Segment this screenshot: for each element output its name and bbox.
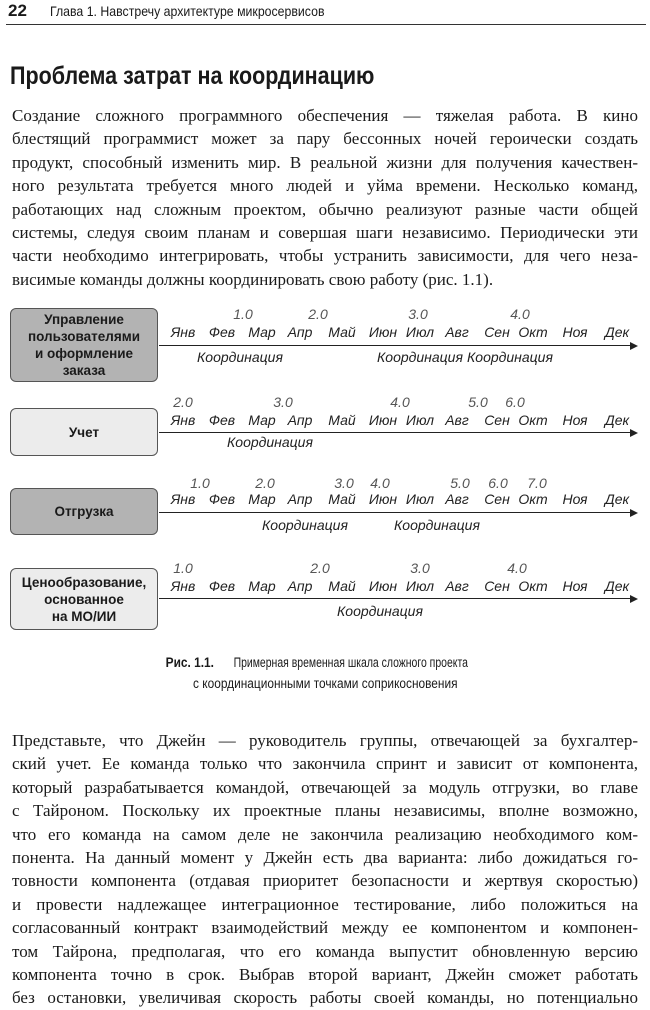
version-label: 5.0 — [468, 394, 488, 410]
month-label: Окт — [518, 412, 548, 428]
month-label: Июл — [405, 324, 435, 340]
month-label: Фев — [208, 324, 236, 340]
month-label: Сен — [484, 412, 510, 428]
month-label: Апр — [287, 491, 313, 507]
team-name-line: Отгрузка — [54, 504, 114, 519]
arrow-head-icon — [630, 429, 638, 437]
version-label: 2.0 — [310, 560, 330, 576]
team-name-line: на МО/ИИ — [51, 608, 117, 624]
coordination-label: Координация — [377, 349, 463, 365]
month-label: Июн — [368, 412, 398, 428]
coordination-label: Координация — [262, 517, 348, 533]
text-line: ский учет. Ее команда только что закончила спринт и зависит от компонента, — [12, 754, 638, 774]
text-line: что его команда на самом деле не закончила реализацию необходимого ком- — [12, 824, 638, 844]
team-name-line: заказа — [62, 363, 106, 378]
version-label: 4.0 — [507, 560, 527, 576]
team-name-line: основанное — [44, 591, 124, 607]
paragraph-2 — [12, 729, 638, 1010]
version-label: 2.0 — [173, 394, 193, 410]
text-line: системы, следуя своим планам и совершая шаги независимо. Периодически эти — [12, 222, 638, 242]
arrow-head-icon — [630, 595, 638, 603]
month-label: Дек — [604, 412, 630, 428]
month-label: Окт — [518, 578, 548, 594]
month-label: Авг — [445, 491, 469, 507]
timeline-axis — [159, 512, 631, 513]
arrow-head-icon — [630, 509, 638, 517]
month-label: Сен — [484, 491, 510, 507]
month-label: Апр — [287, 324, 313, 340]
team-name-line: и оформление — [34, 346, 134, 361]
month-label: Окт — [518, 324, 548, 340]
month-label: Май — [328, 491, 356, 507]
caption-line-2: с координационными точками соприкосновения — [192, 676, 458, 691]
month-label: Янв — [170, 491, 196, 507]
version-label: 7.0 — [527, 475, 547, 491]
version-label: 3.0 — [273, 394, 293, 410]
version-label: 4.0 — [390, 394, 410, 410]
text-line: понента. На данный момент у Джейн есть два варианта: либо дожидаться го- — [12, 847, 638, 867]
caption-label: Рис. 1.1. — [166, 655, 215, 670]
month-label: Май — [328, 578, 356, 594]
month-label: Июл — [405, 412, 435, 428]
month-label: Янв — [170, 412, 196, 428]
coordination-label: Координация — [467, 349, 553, 365]
timeline-axis — [159, 432, 631, 433]
text-line: работающих над сложным проектом, обычно реализуют разные части общей — [12, 199, 638, 219]
paragraph-1 — [12, 104, 638, 291]
version-label: 6.0 — [488, 475, 508, 491]
month-label: Май — [328, 412, 356, 428]
team-name-line: Учет — [68, 424, 100, 440]
coordination-label: Координация — [337, 603, 423, 619]
version-label: 1.0 — [173, 560, 193, 576]
month-label: Ноя — [562, 578, 588, 594]
version-label: 4.0 — [370, 475, 390, 491]
text-line: с Тайроном. Поскольку их проектные планы независимы, вполне возможно, — [12, 801, 638, 821]
version-label: 2.0 — [308, 306, 328, 322]
version-label: 3.0 — [408, 306, 428, 322]
coordination-label: Координация — [394, 517, 480, 533]
version-label: 1.0 — [233, 306, 253, 322]
caption-line-1: Примерная временная шкала сложного проекта — [233, 655, 468, 670]
text-line: Представьте, что Джейн — руководитель группы, отвечающей за бухгалтер- — [12, 731, 638, 750]
page-number: 22 — [8, 1, 27, 20]
version-label: 3.0 — [334, 475, 354, 491]
month-label: Апр — [287, 412, 313, 428]
figure-caption — [0, 652, 650, 694]
text-line: компонента точно в срок. Выбрав второй вариант, Джейн сможет работать — [12, 964, 638, 984]
month-label: Янв — [170, 578, 196, 594]
version-label: 4.0 — [510, 306, 530, 322]
month-label: Июн — [368, 578, 398, 594]
month-label: Фев — [208, 578, 236, 594]
team-box — [10, 488, 158, 535]
month-label: Мар — [248, 491, 276, 507]
running-header — [6, 0, 646, 25]
month-label: Дек — [604, 578, 630, 594]
timeline-axis — [159, 345, 631, 346]
month-label: Фев — [208, 412, 236, 428]
month-label: Ноя — [562, 412, 588, 428]
month-label: Мар — [248, 324, 276, 340]
text-line: части необходимо интегрировать, чтобы устранить зависимости, для чего неза- — [12, 246, 638, 266]
team-box — [10, 308, 158, 382]
month-label: Мар — [248, 578, 276, 594]
text-line: висимые команды должны координировать свою работу (рис. 1.1). — [12, 269, 494, 289]
month-label: Авг — [445, 412, 469, 428]
version-label: 1.0 — [190, 475, 210, 491]
team-name-line: Управление — [44, 312, 124, 327]
team-box — [10, 408, 158, 456]
team-name-line: Ценообразование, — [21, 574, 147, 590]
version-label: 6.0 — [505, 394, 525, 410]
chapter-title: Глава 1. Навстречу архитектуре микросервисов — [50, 3, 325, 19]
month-label: Сен — [484, 324, 510, 340]
month-label: Июл — [405, 491, 435, 507]
month-label: Июн — [368, 324, 398, 340]
month-label: Ноя — [562, 491, 588, 507]
arrow-head-icon — [630, 342, 638, 350]
month-label: Май — [328, 324, 356, 340]
coordination-label: Координация — [197, 349, 283, 365]
month-label: Янв — [170, 324, 196, 340]
version-label: 5.0 — [450, 475, 470, 491]
month-label: Окт — [518, 491, 548, 507]
month-label: Авг — [445, 324, 469, 340]
text-line: ного результата требуется много людей и уйма времени. Несколько команд, — [12, 176, 638, 196]
text-line: товности компонента (отдавая приоритет безопасности и жертвуя скоростью) — [12, 871, 638, 891]
text-line: и провести надлежащее интеграционное тестирование, либо положиться на — [12, 894, 638, 914]
timeline-axis — [159, 598, 631, 599]
month-label: Дек — [604, 491, 630, 507]
month-label: Апр — [287, 578, 313, 594]
text-line: блестящий программист может за пару бессонных ночей героически создать — [12, 129, 638, 149]
month-label: Мар — [248, 412, 276, 428]
month-label: Ноя — [562, 324, 588, 340]
text-line: согласованный контракт взаимодействий между ее компонентом и компонен- — [12, 918, 638, 938]
team-box — [10, 568, 158, 630]
month-label: Июл — [405, 578, 435, 594]
month-label: Июн — [368, 491, 398, 507]
version-label: 3.0 — [410, 560, 430, 576]
text-line: который разрабатывается командой, отвечающей за модуль отгрузки, во главе — [12, 777, 638, 797]
text-line: том Тайрона, предполагая, что его команда выпустит обновленную версию — [12, 941, 638, 961]
text-line: продукт, способный изменить мир. В реальной жизни для получения качествен- — [12, 152, 638, 172]
coordination-label: Координация — [227, 434, 313, 450]
month-label: Сен — [484, 578, 510, 594]
month-label: Фев — [208, 491, 236, 507]
month-label: Дек — [604, 324, 630, 340]
section-title: Проблема затрат на координацию — [10, 62, 375, 90]
text-line: без остановки, увеличивая скорость работы своей команды, но потенциально — [12, 988, 638, 1008]
team-name-line: пользователями — [27, 329, 141, 344]
text-line: Создание сложного программного обеспечения — тяжелая работа. В кино — [12, 106, 638, 125]
version-label: 2.0 — [255, 475, 275, 491]
month-label: Авг — [445, 578, 469, 594]
